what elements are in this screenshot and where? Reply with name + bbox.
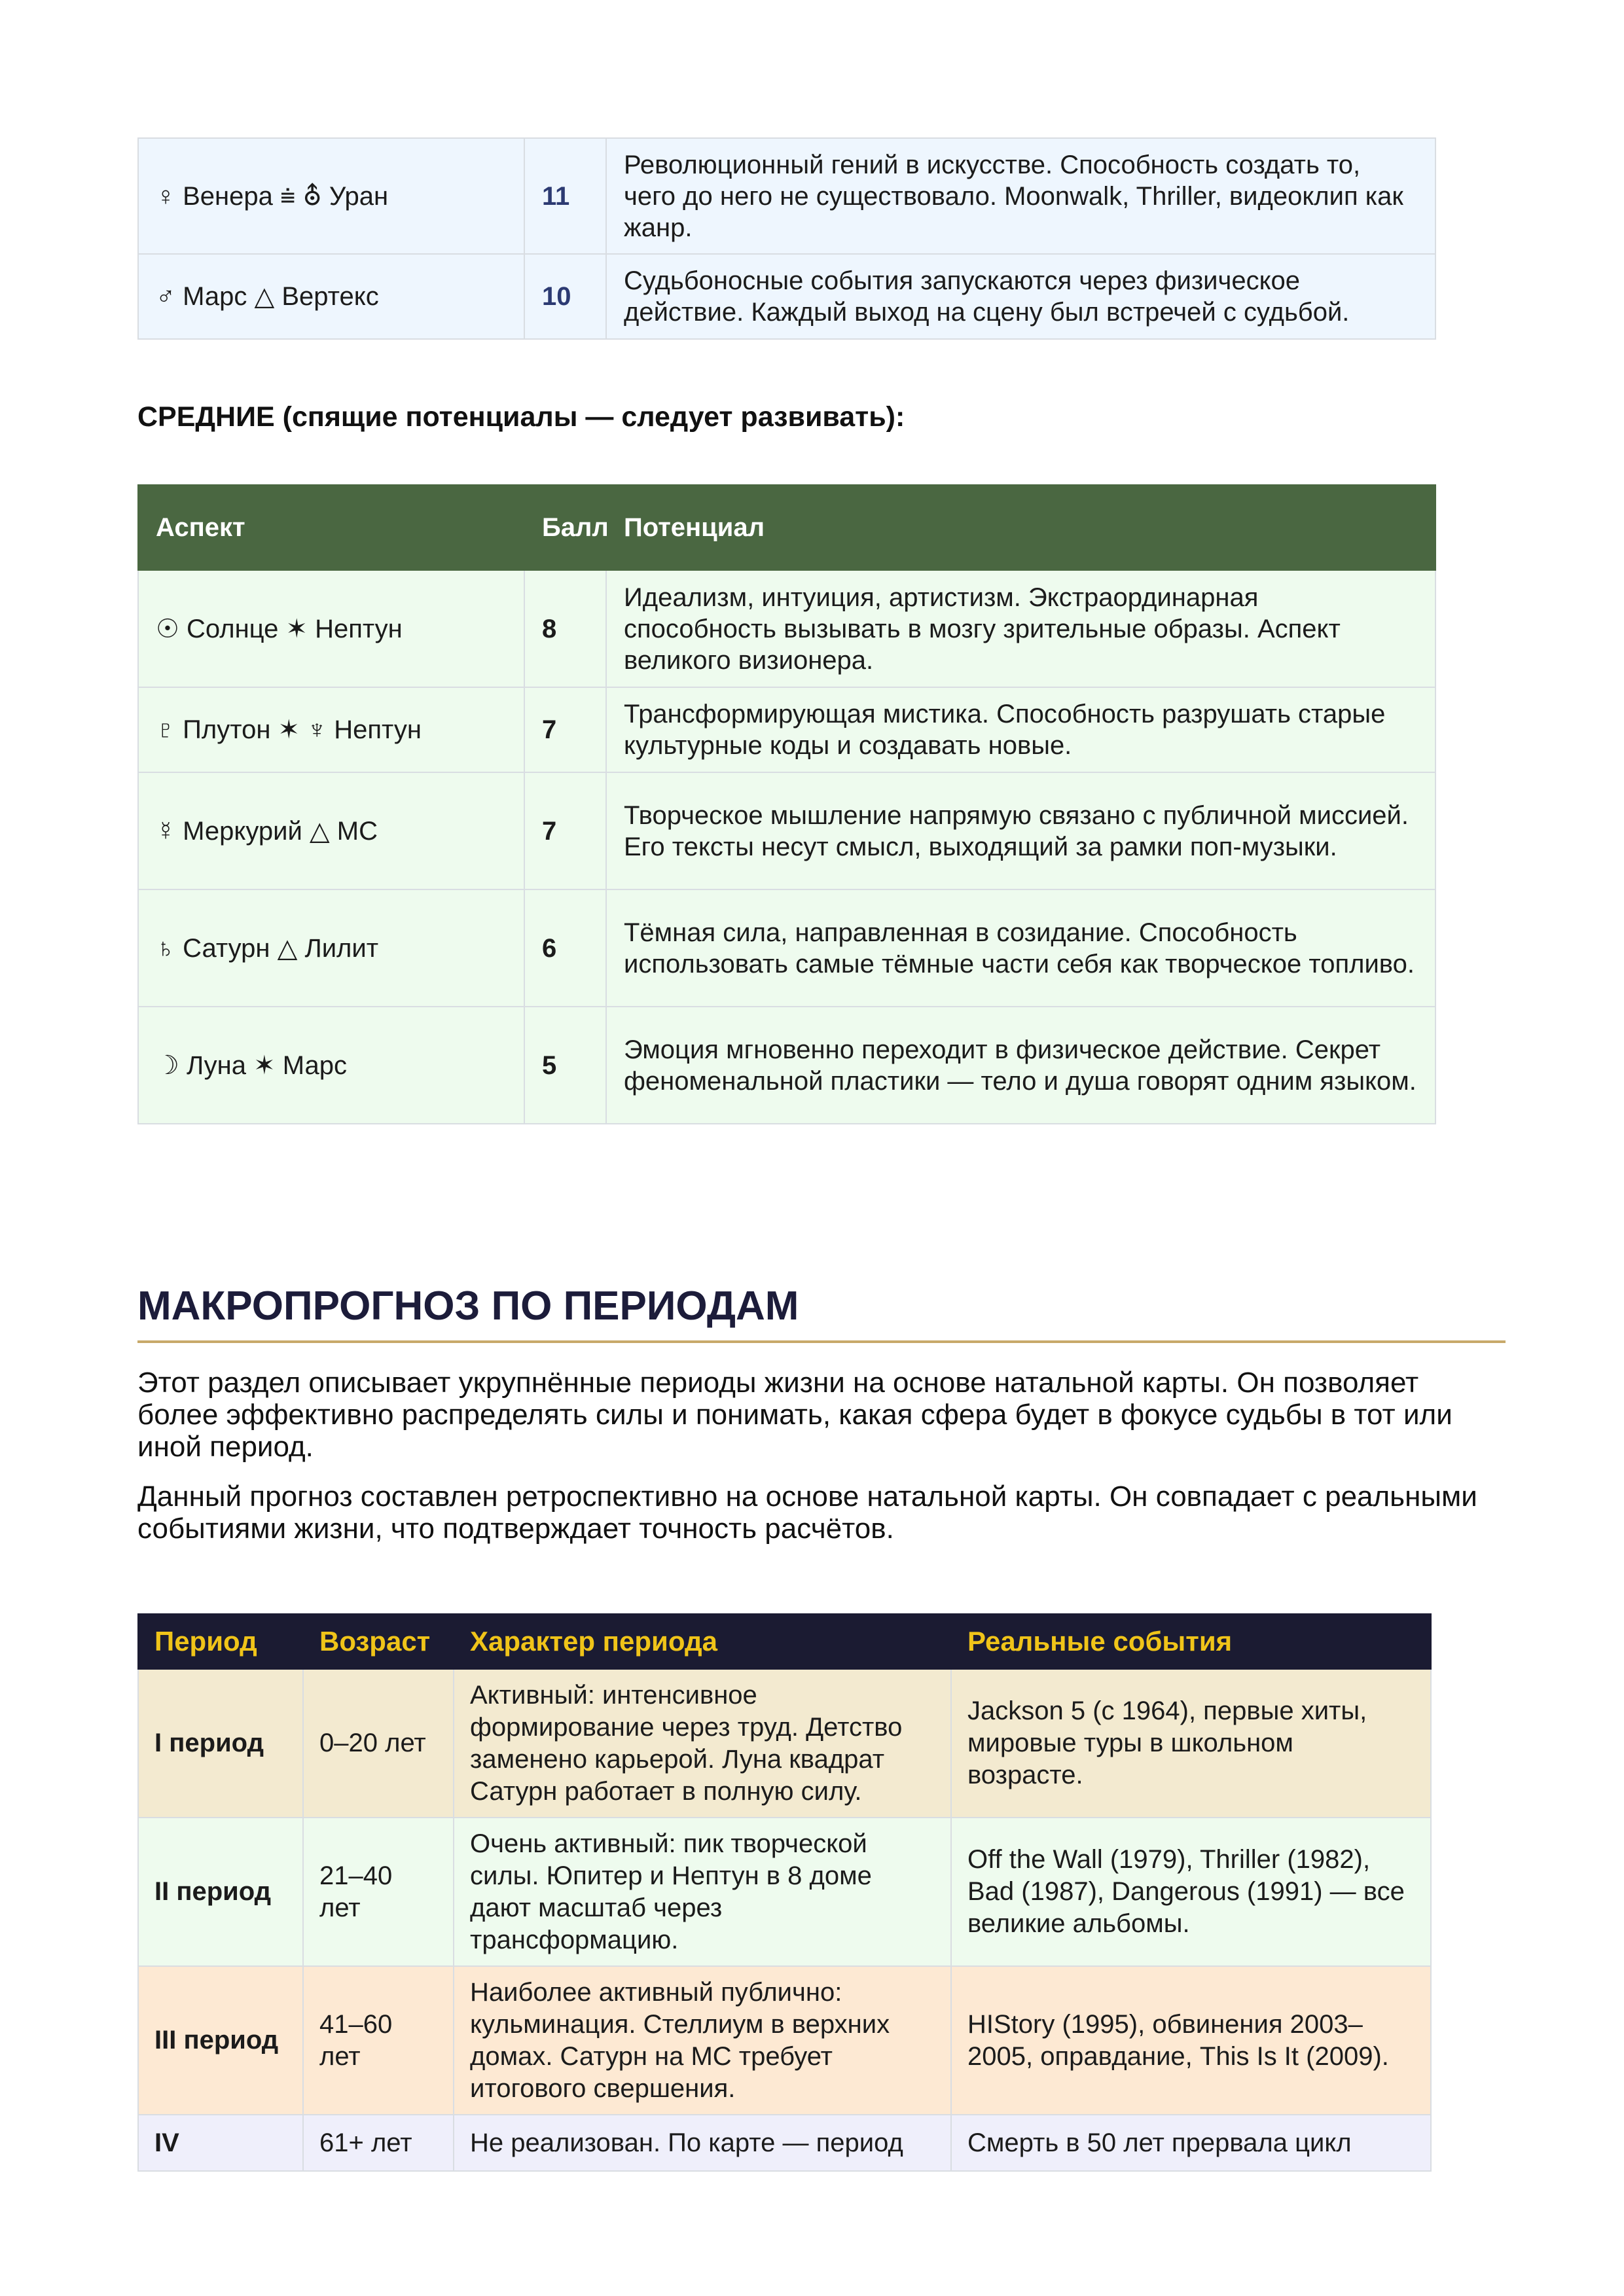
table-row: [138, 254, 1435, 339]
medium-aspects-heading: СРЕДНИЕ (спящие потенциалы — следует развивать):: [137, 401, 905, 433]
score-cell: 5: [524, 1007, 606, 1124]
age-cell: 0–20 лет: [303, 1669, 454, 1818]
events-cell: Off the Wall (1979), Thriller (1982), Bad (1987), Dangerous (1991) — все великие альбомы.: [951, 1818, 1431, 1966]
section-title: МАКРОПРОГНОЗ ПО ПЕРИОДАМ: [137, 1282, 1506, 1343]
header-character: Характер периода: [454, 1614, 951, 1669]
periods-table: [137, 1613, 1432, 2172]
table-row: [138, 2115, 1431, 2171]
note-paragraph: Данный прогноз составлен ретроспективно на основе натальной карты. Он совпадает с реальными событиями жизни, что подтверждает точность расчётов.: [137, 1480, 1477, 1545]
intro-paragraph: Этот раздел описывает укрупнённые периоды жизни на основе натальной карты. Он позволяет более эффективно распределять силы и понимать, какая сфера будет в фокусе судьбы в тот или иной период.: [137, 1367, 1453, 1463]
header-score: Балл: [524, 485, 606, 570]
header-events: Реальные события: [951, 1614, 1431, 1669]
score-cell: 10: [524, 254, 606, 339]
strong-aspects-table: [137, 137, 1436, 340]
table-row: [138, 1007, 1435, 1124]
age-cell: 61+ лет: [303, 2115, 454, 2171]
events-cell: Смерть в 50 лет прервала цикл: [951, 2115, 1431, 2171]
aspect-cell: ☉ Солнце ✶ Нептун: [138, 570, 524, 687]
character-cell: Наиболее активный публично: кульминация. Стеллиум в верхних домах. Сатурн на МС требует итогового свершения.: [454, 1966, 951, 2115]
table-row: [138, 687, 1435, 772]
header-period: Период: [138, 1614, 303, 1669]
aspect-cell: ☿ Меркурий △ МС: [138, 772, 524, 889]
table-row: [138, 138, 1435, 254]
score-cell: 7: [524, 772, 606, 889]
events-cell: HIStory (1995), обвинения 2003–2005, оправдание, This Is It (2009).: [951, 1966, 1431, 2115]
header-age: Возраст: [303, 1614, 454, 1669]
potential-cell: Трансформирующая мистика. Способность разрушать старые культурные коды и создавать новые.: [606, 687, 1435, 772]
medium-aspects-table: [137, 484, 1436, 1124]
aspect-cell: ♄ Сатурн △ Лилит: [138, 889, 524, 1007]
table-row: [138, 1966, 1431, 2115]
character-cell: Очень активный: пик творческой силы. Юпитер и Нептун в 8 доме дают масштаб через трансформацию.: [454, 1818, 951, 1966]
period-cell: II период: [138, 1818, 303, 1966]
score-cell: 6: [524, 889, 606, 1007]
potential-cell: Эмоция мгновенно переходит в физическое действие. Секрет феноменальной пластики — тело и душа говорят одним языком.: [606, 1007, 1435, 1124]
table-header-row: [138, 485, 1435, 570]
aspect-cell: ♇ Плутон ✶ ♆ Нептун: [138, 687, 524, 772]
potential-cell: Тёмная сила, направленная в созидание. Способность использовать самые тёмные части себя как творческое топливо.: [606, 889, 1435, 1007]
character-cell: Не реализован. По карте — период: [454, 2115, 951, 2171]
aspect-cell: ♂ Марс △ Вертекс: [138, 254, 524, 339]
potential-cell: Судьбоносные события запускаются через физическое действие. Каждый выход на сцену был встречей с судьбой.: [606, 254, 1435, 339]
table-row: [138, 1669, 1431, 1818]
age-cell: 21–40 лет: [303, 1818, 454, 1966]
character-cell: Активный: интенсивное формирование через труд. Детство заменено карьерой. Луна квадрат Сатурн работает в полную силу.: [454, 1669, 951, 1818]
aspect-cell: ♀ Венера ⩧ ⛢ Уран: [138, 138, 524, 254]
score-cell: 8: [524, 570, 606, 687]
header-aspect: Аспект: [138, 485, 524, 570]
score-cell: 7: [524, 687, 606, 772]
table-row: [138, 570, 1435, 687]
table-header-row: [138, 1614, 1431, 1669]
potential-cell: Революционный гений в искусстве. Способность создать то, чего до него не существовало. Moonwalk, Thriller, видеоклип как жанр.: [606, 138, 1435, 254]
period-cell: IV: [138, 2115, 303, 2171]
table-row: [138, 772, 1435, 889]
events-cell: Jackson 5 (с 1964), первые хиты, мировые туры в школьном возрасте.: [951, 1669, 1431, 1818]
period-cell: III период: [138, 1966, 303, 2115]
table-row: [138, 889, 1435, 1007]
potential-cell: Творческое мышление напрямую связано с публичной миссией. Его тексты несут смысл, выходящий за рамки поп-музыки.: [606, 772, 1435, 889]
potential-cell: Идеализм, интуиция, артистизм. Экстраординарная способность вызывать в мозгу зрительные образы. Аспект великого визионера.: [606, 570, 1435, 687]
table-row: [138, 1818, 1431, 1966]
period-cell: I период: [138, 1669, 303, 1818]
age-cell: 41–60 лет: [303, 1966, 454, 2115]
header-potential: Потенциал: [606, 485, 1435, 570]
score-cell: 11: [524, 138, 606, 254]
aspect-cell: ☽ Луна ✶ Марс: [138, 1007, 524, 1124]
